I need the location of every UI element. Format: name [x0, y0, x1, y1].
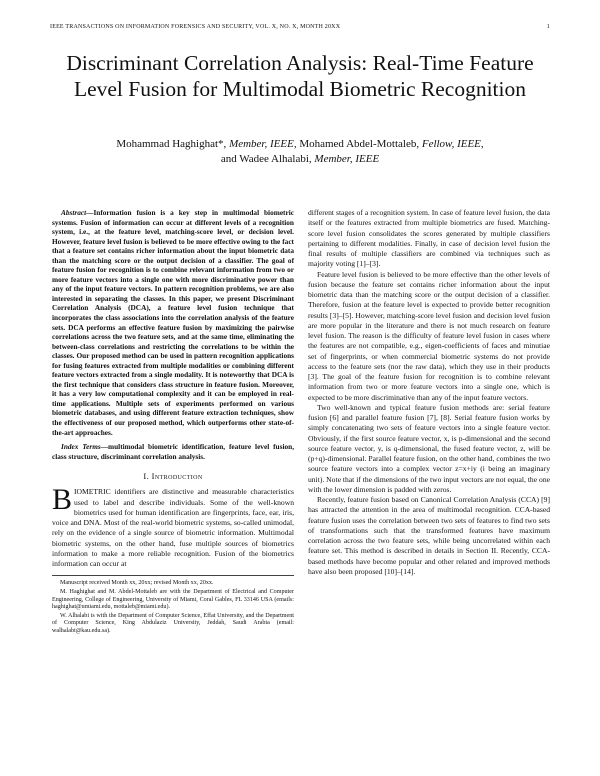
footnote-affiliation-2: W. Alhalabi is with the Department of Computer Science, Effat University, and the Department of Computer Science, King Abdulaziz University, Jeddah, Saudi Arabia (email: walhalabi@kau.edu.sa). — [52, 612, 294, 635]
author-list — [80, 137, 520, 167]
section-heading — [52, 471, 294, 481]
abstract-label: Abstract — [61, 208, 87, 217]
body-paragraph-3: Two well-known and typical feature fusion methods are: serial feature fusion [6] and parallel feature fusion [7], [8]. Serial feature fusion works by simply concatenating two sets of feature vectors into a single feature vector. Obviously, if the first source feature vector, x, is p-dimensional and the second source feature vector, y, is q-dimensional, the fused feature vector, z, will be (p+q)-dimensional. Parallel feature fusion, on the other hand, combines the two source feature vectors into a complex vector z=x+iy (i being an imaginary unit). Note that if the dimensions of the two input vectors are not equal, the one with the lower dimension is padded with zeros. — [308, 402, 550, 494]
journal-line: IEEE TRANSACTIONS ON INFORMATION FORENSICS AND SECURITY, VOL. X, NO. X, MONTH 20XX — [50, 24, 341, 30]
intro-lead-word: IOMETRIC — [74, 487, 111, 497]
body-paragraph-1: different stages of a recognition system. In case of feature level fusion, the data itself or the features extracted from multiple biometrics are fused. Matching-score level fusion consolidates the scores generated by multiple classifiers pertaining to different modalities. Finally, in case of decision level fusion the final results of multiple classifiers are combined via techniques such as majority voting [1]–[3]. — [308, 208, 550, 269]
running-head — [50, 24, 550, 34]
author-1-name: Mohammad Haghighat*, — [116, 138, 227, 150]
author-1-role: Member, IEEE, — [229, 138, 297, 150]
footnote-affiliation-1: M. Haghighat and M. Abdel-Mottaleb are with the Department of Electrical and Computer Engineering, College of Engineering, University of Miami, Coral Gables, FL 33146 USA (emails: haghighat@umiami.edu, mottaleb@miami.edu). — [52, 589, 294, 611]
author-2-name: Mohamed Abdel-Mottaleb, — [299, 138, 420, 150]
intro-paragraph — [52, 483, 294, 569]
paper-title: Discriminant Correlation Analysis: Real-Time Feature Level Fusion for Multimodal Biometric Recognition — [66, 51, 534, 101]
section-numeral: I. — [143, 471, 150, 482]
index-terms — [52, 442, 294, 461]
index-terms-label: Index Terms — [61, 442, 101, 452]
abstract-text: —Information fusion is a key step in multimodal biometric systems. Fusion of information can occur at different levels of a recognition system, i.e., at the feature level, matching-score level, or decision level. However, feature level fusion is believed to be more effective owing to the fact that a feature set contains richer information about the input biometric data than the matching score or the output decision of a classifier. The goal of feature fusion for recognition is to combine relevant information from two or more feature vectors into a single one with more discriminative power than any of the input feature vectors. In pattern recognition problems, we are also interested in separating the classes. In this paper, we present Discriminant Correlation Analysis (DCA), a feature level fusion technique that incorporates the class associations into the correlation analysis of the feature sets. DCA performs an effective feature fusion by maximizing the pairwise correlations across the two feature sets, and at the same time, eliminating the between-class correlations and restricting the correlations to be within the classes. Our proposed method can be used in pattern recognition applications for fusing features extracted from multiple modalities or combining different feature vectors extracted from a single modality. It is noteworthy that DCA is the first technique that considers class structure in feature fusion. Moreover, it has a very low computational complexity and it can be employed in real-time applications. Multiple sets of experiments performed on various biometric databases, and using different feature extraction techniques, show the effectiveness of our proposed method, which outperforms other state-of-the-art approaches. — [52, 208, 294, 437]
right-column — [308, 208, 550, 577]
body-paragraph-2: Feature level fusion is believed to be more effective than the other levels of fusion because the feature set contains richer information about the input biometric data than the matching score or the output decision of a classifier. Therefore, fusion at the feature level is expected to provide better recognition results [3]–[5]. However, matching-score level fusion and decision level fusion are more popular in the literature and there is not much research on feature level fusion. The reason is the difficulty of feature level fusion in cases where the features are not compatible, e.g., eigen-coefficients of faces and minutiae set of fingerprints, or when commercial biometric systems do not provide access to the feature sets (nor the raw data), which they use in their products [3]. The goal of the feature fusion for recognition is to combine relevant information from two or more feature vectors into a single one, which is expected to be more discriminative than any of the input feature vectors. — [308, 269, 550, 402]
author-3-role: Member, IEEE — [314, 153, 380, 165]
left-column — [52, 208, 294, 637]
author-3-name: and Wadee Alhalabi, — [220, 153, 312, 165]
page-number: 1 — [546, 24, 550, 30]
body-paragraph-4: Recently, feature fusion based on Canonical Correlation Analysis (CCA) [9] has attracted the attention in the area of multimodal recognition. CCA-based feature fusion uses the correlation between two sets of features to find two sets of transformations such that the transformed features have maximum correlation across the two feature sets, while being uncorrelated within each feature set. This method is described in details in Section II. Recently, CCA-based methods have become popular and other related and improved methods have also been proposed [10]–[14]. — [308, 495, 550, 576]
footnotes — [52, 575, 294, 635]
intro-text: identifiers are distinctive and measurable characteristics used to label and describe individuals. Some of the well-known biometrics used for human identification are fingerprints, face, ear, iris, voice and DNA. Most of the real-world biometric systems, so-called unimodal, rely on the evidence of a single source of biometric information. Multimodal biometric systems, on the other hand, fuse multiple sources of biometrics information to make a more reliable recognition. Fusion of the biometrics information can occur at — [52, 487, 294, 569]
drop-cap: B — [52, 483, 73, 517]
footnote-manuscript: Manuscript received Month xx, 20xx; revised Month xx, 20xx. — [60, 580, 214, 587]
index-terms-text: —multimodal biometric identification, feature level fusion, class structure, discriminant correlation analysis. — [52, 442, 295, 461]
section-title: Introduction — [151, 471, 203, 482]
abstract — [52, 208, 294, 437]
author-2-role: Fellow, IEEE, — [421, 138, 484, 150]
